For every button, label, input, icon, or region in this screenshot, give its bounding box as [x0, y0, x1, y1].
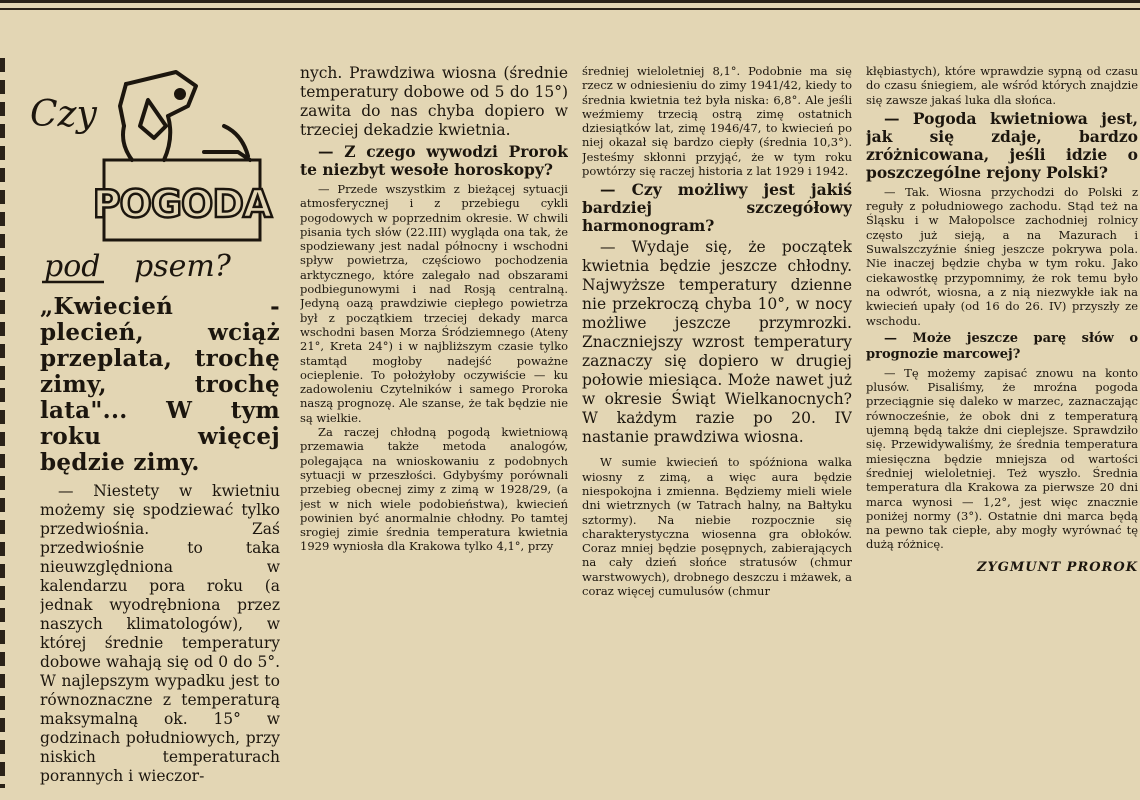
author-signature: ZYGMUNT PROROK — [976, 559, 1138, 575]
col4-question-2: — Może jeszcze parę słów o prognozie marcowej? — [866, 330, 1138, 362]
col3-paragraph-2: — Wydaje się, że początek kwietnia będzie jeszcze chłodny. Najwyższe temperatury dzienne nie przekroczą chyba 10°, w nocy możliwe jeszcze przymrozki. Znaczniejszy wzrost temperatury zaznaczy się dopiero w drugiej połowie miesiąca. Może nawet już w okresie Świąt Wielkanocnych? W każdym razie po 20. IV nastanie prawdziwa wiosna. — [582, 238, 852, 447]
top-rule — [0, 0, 1140, 3]
article-headline: „Kwiecień - plecień, wciąż przeplata, trochę zimy, trochę lata"... W tym roku więcej będzie zimy. — [40, 294, 280, 476]
col4-question-1: — Pogoda kwietniowa jest, jak się zdaje, bardzo zróżnicowana, jeśli idzie o poszczególne rejony Polski? — [866, 108, 1138, 182]
logo-word-pod: pod — [44, 249, 101, 284]
pogoda-pod-psem-logo — [28, 64, 284, 292]
col2-question-1: — Z czego wywodzi Prorok te niezbyt wesołe horoskopy? — [300, 142, 568, 179]
column-3 — [582, 64, 852, 794]
col4-paragraph-2: — Tak. Wiosna przychodzi do Polski z reguły z południowego zachodu. Stąd też na Śląsku i w Małopolsce zachodniej rolnicy często już sieją, a na Mazurach i Suwalszczyźnie śnieg jeszcze pokrywa pola. Nie inaczej będzie chyba w tym roku. Jako ciekawostkę przypomnimy, że rok temu było na odwrót, wiosna, a z nią niezwykłe iak na kwiecień upały (od 16 do 26. IV) przyszły ze wschodu. — [866, 184, 1138, 328]
logo-word-psem: psem? — [134, 249, 231, 284]
col1-paragraph-1: — Niestety w kwietniu możemy się spodziewać tylko przedwiośnia. Zaś przedwiośnie to taka nieuwzględniona w kalendarzu pora roku (a jednak wyodrębniona przez naszych klimatologów), w której średnie temperatury dobowe wahają się od 0 do 5°. W najlepszym wypadku jest to równoznaczne z temperaturą maksymalną ok. 15° w godzinach południowych, przy niskich temperaturach porannych i wieczor- — [40, 482, 280, 785]
column-4 — [866, 64, 1138, 794]
top-rule-secondary — [0, 8, 1140, 10]
col4-paragraph-3: — Tę możemy zapisać znowu na konto plusów. Pisaliśmy, że mroźna pogoda przeciągnie się daleko w marzec, zaznaczając równocześnie, że obok dni z temperaturą ujemną będą także dni cieplejsze. Sprawdziło się. Przewidywaliśmy, że średnia temperatura miesięczna będzie mniejsza od wartości średniej wieloletniej. Też wyszło. Średnia temperatura dla Krakowa za pierwsze 20 dni marca wynosi — 1,2°, jest więc znacznie poniżej normy (3°). Ostatnie dni marca będą na pewno tak ciepłe, aby mogły wyrównać tę dużą różnicę. — [866, 365, 1138, 552]
logo-word-pogoda: POGODA — [92, 182, 272, 226]
col3-paragraph-1: średniej wieloletniej 8,1°. Podobnie ma się rzecz w odniesieniu do zimy 1941/42, kiedy to średnia kwietnia też była niska: 6,8°. Ale jeśli weźmiemy trzecią ostrą zimę ostatnich dziesiątków lat, zimę 1946/47, to kwiecień po niej okazał się bardzo ciepły (średnia 10,3°). Jesteśmy skłonni przyjąć, że w tym roku powtórzy się raczej historia z lat 1929 i 1942. — [582, 64, 852, 179]
col4-paragraph-1: kłębiastych), które wprawdzie sypną od czasu do czasu śniegiem, ale wśród których znajdzie się zawsze jakaś luka dla słońca. — [866, 64, 1138, 107]
col2-paragraph-3: Za raczej chłodną pogodą kwietniową przemawia także metoda analogów, polegająca na wnioskowaniu z podobnych sytuacji w przeszłości. Gdybyśmy porównali przebieg obecnej zimy z zimą w 1928/29, (a jest w nich wiele podobieństwa), kwiecień powinien być anormalnie chłodny. Po tamtej srogiej zimie średnia temperatura kwietnia 1929 wyniosła dla Krakowa tylko 4,1°, przy — [300, 425, 568, 554]
col3-question-1: — Czy możliwy jest jakiś bardziej szczegółowy harmonogram? — [582, 180, 852, 236]
margin-rule — [0, 58, 5, 788]
column-2 — [300, 64, 568, 794]
logo-word-czy: Czy — [30, 94, 97, 135]
col2-paragraph-1: nych. Prawdziwa wiosna (średnie temperatury dobowe od 5 do 15°) zawita do nas chyba dopiero w trzeciej dekadzie kwietnia. — [300, 64, 568, 139]
col2-paragraph-2: — Przede wszystkim z bieżącej sytuacji atmosferycznej i z przebiegu cykli pogodowych w poprzednim okresie. W chwili pisania tych słów (22.III) wygląda ona tak, że spodziewany jest nadal północny i wschodni spływ powietrza, częściowo pochodzenia arktycznego, które zalegało nad obszarami podbiegunowymi i nad Rosją centralną. Jedyną oazą prawdziwie ciepłego powietrza był z początkiem trzeciej dekady marca wschodni basen Morza Śródziemnego (Ateny 21°, Kreta 24°) i w najbliższym czasie tylko stamtąd mogłoby nadejść poważne ocieplenie. To położyłoby oczywiście — ku zadowoleniu Czytelników i samego Proroka naszą prognozę. Ale szanse, że tak będzie nie są wielkie. — [300, 182, 568, 425]
column-1 — [40, 294, 280, 794]
dog-icon — [120, 72, 250, 160]
col3-paragraph-3: W sumie kwiecień to spóźniona walka wiosny z zimą, a więc aura będzie niespokojna i zmienna. Będziemy mieli wiele dni wietrznych (w Tatrach halny, na Bałtyku sztormy). Na niebie rozpocznie się charakterystyczna wiosenna gra obłoków. Coraz mniej będzie posępnych, zabierających na cały dzień słońce stratusów (chmur warstwowych), drobnego deszczu i mżawek, a coraz więcej cumulusów (chmur — [582, 455, 852, 599]
